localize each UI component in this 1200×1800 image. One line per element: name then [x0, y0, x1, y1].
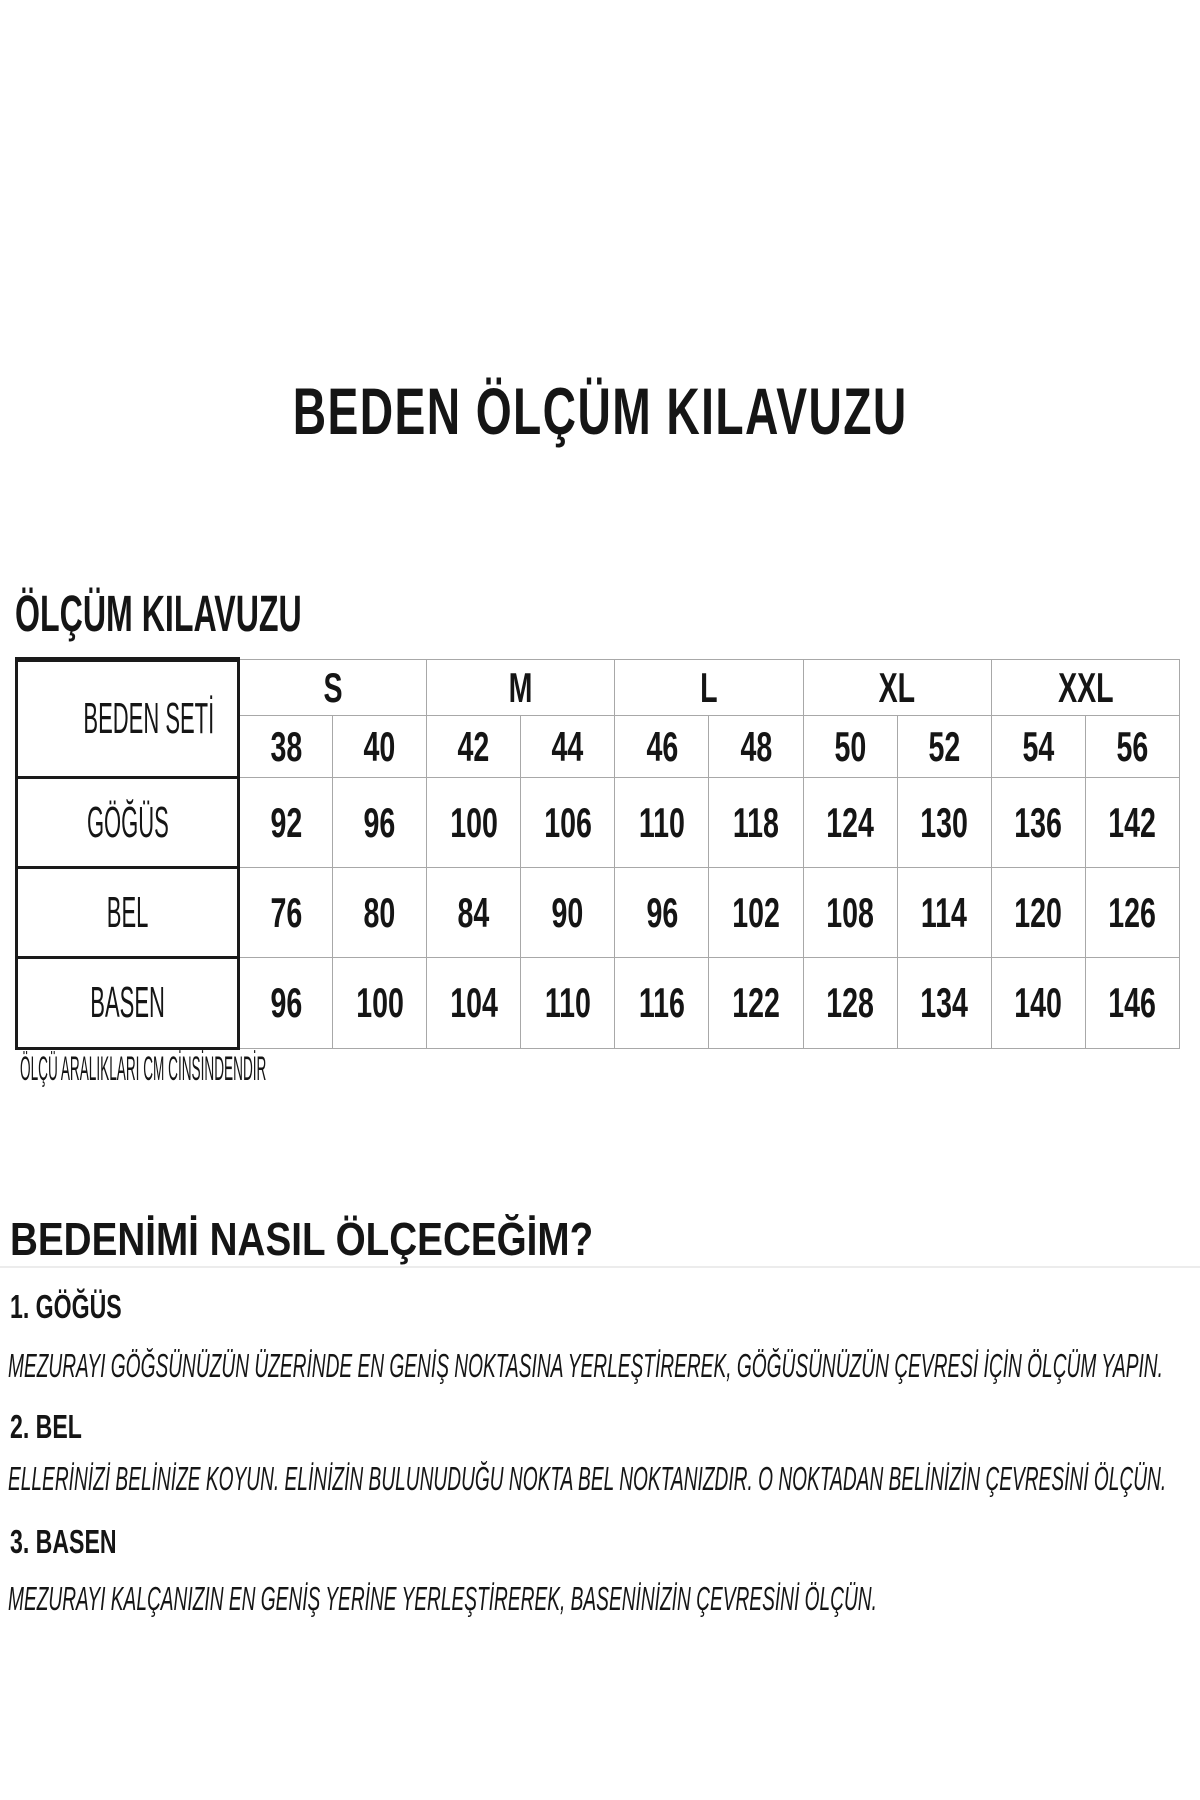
- measurement-guide-heading-text: ÖLÇÜM KILAVUZU: [15, 585, 302, 642]
- size-chart-table: [15, 657, 1180, 1050]
- measure-row-label-basen: BASEN: [17, 958, 239, 1049]
- measure-value-cell: 140: [991, 958, 1085, 1049]
- measure-value-cell: 120: [991, 868, 1085, 958]
- measure-value-cell: 126: [1085, 868, 1179, 958]
- measure-value-cell: 128: [803, 958, 897, 1049]
- step-text-bel: ELLERİNİZİ BELİNİZE KOYUN. ELİNİZİN BULUNUDUĞU NOKTA BEL NOKTANIZDIR. O NOKTADAN BELİNİZİN ÇEVRESİNİ ÖLÇÜN.: [8, 1460, 1167, 1497]
- size-number-cell: 54: [991, 716, 1085, 778]
- measure-value-cell: 122: [709, 958, 803, 1049]
- measure-value-cell: 96: [239, 958, 333, 1049]
- measure-value-cell: 130: [897, 778, 991, 868]
- waist-row: [17, 868, 1180, 958]
- section-divider: [0, 1266, 1200, 1268]
- measure-value-cell: 96: [333, 778, 427, 868]
- size-number-cell: 40: [333, 716, 427, 778]
- size-group-m: M: [427, 660, 615, 716]
- measurement-guide-heading: [15, 585, 470, 642]
- size-group-s: S: [239, 660, 427, 716]
- measure-value-cell: 100: [427, 778, 521, 868]
- size-group-l: L: [615, 660, 803, 716]
- size-number-cell: 42: [427, 716, 521, 778]
- size-number-cell: 46: [615, 716, 709, 778]
- measure-value-cell: 104: [427, 958, 521, 1049]
- measure-value-cell: 80: [333, 868, 427, 958]
- size-number-cell: 52: [897, 716, 991, 778]
- step-text-gogus: MEZURAYI GÖĞSÜNÜZÜN ÜZERİNDE EN GENİŞ NOKTASINA YERLEŞTİREREK, GÖĞÜSÜNÜZÜN ÇEVRESİ İÇİN ÖLÇÜM YAPIN.: [8, 1347, 1163, 1384]
- measure-value-cell: 110: [521, 958, 615, 1049]
- hip-row: [17, 958, 1180, 1049]
- measure-value-cell: 110: [615, 778, 709, 868]
- size-number-cell: 56: [1085, 716, 1179, 778]
- measure-value-cell: 90: [521, 868, 615, 958]
- measure-value-cell: 136: [991, 778, 1085, 868]
- size-number-cell: 38: [239, 716, 333, 778]
- measure-value-cell: 106: [521, 778, 615, 868]
- measure-value-cell: 114: [897, 868, 991, 958]
- measure-value-cell: 100: [333, 958, 427, 1049]
- measure-value-cell: 116: [615, 958, 709, 1049]
- measure-value-cell: 118: [709, 778, 803, 868]
- page-title: [0, 374, 1200, 448]
- table-unit-note: ÖLÇÜ ARALIKLARI CM CİNSİNDENDİR: [20, 1050, 267, 1088]
- step-text-basen: MEZURAYI KALÇANIZIN EN GENİŞ YERİNE YERLEŞTİREREK, BASENİNİZİN ÇEVRESİNİ ÖLÇÜN.: [8, 1580, 877, 1617]
- size-number-cell: 44: [521, 716, 615, 778]
- step-title-bel: 2. BEL: [10, 1408, 82, 1445]
- measure-value-cell: 146: [1085, 958, 1179, 1049]
- measure-value-cell: 134: [897, 958, 991, 1049]
- measure-value-cell: 102: [709, 868, 803, 958]
- measure-value-cell: 92: [239, 778, 333, 868]
- step-title-basen: 3. BASEN: [10, 1523, 117, 1560]
- measure-row-label-bel: BEL: [17, 868, 239, 958]
- size-group-xxl: XXL: [991, 660, 1179, 716]
- measure-value-cell: 76: [239, 868, 333, 958]
- size-number-cell: 48: [709, 716, 803, 778]
- measure-value-cell: 84: [427, 868, 521, 958]
- measure-row-label-gogus: GÖĞÜS: [17, 778, 239, 868]
- table-row-header-beden-seti: BEDEN SETİ: [17, 660, 239, 778]
- measure-value-cell: 142: [1085, 778, 1179, 868]
- size-group-row: [17, 660, 1180, 716]
- page-title-text: BEDEN ÖLÇÜM KILAVUZU: [292, 374, 908, 448]
- measure-value-cell: 108: [803, 868, 897, 958]
- howto-heading: BEDENİMİ NASIL ÖLÇECEĞİM?: [10, 1213, 594, 1265]
- measure-value-cell: 124: [803, 778, 897, 868]
- size-group-xl: XL: [803, 660, 991, 716]
- chest-row: [17, 778, 1180, 868]
- step-title-gogus: 1. GÖĞÜS: [10, 1288, 122, 1325]
- size-number-cell: 50: [803, 716, 897, 778]
- measure-value-cell: 96: [615, 868, 709, 958]
